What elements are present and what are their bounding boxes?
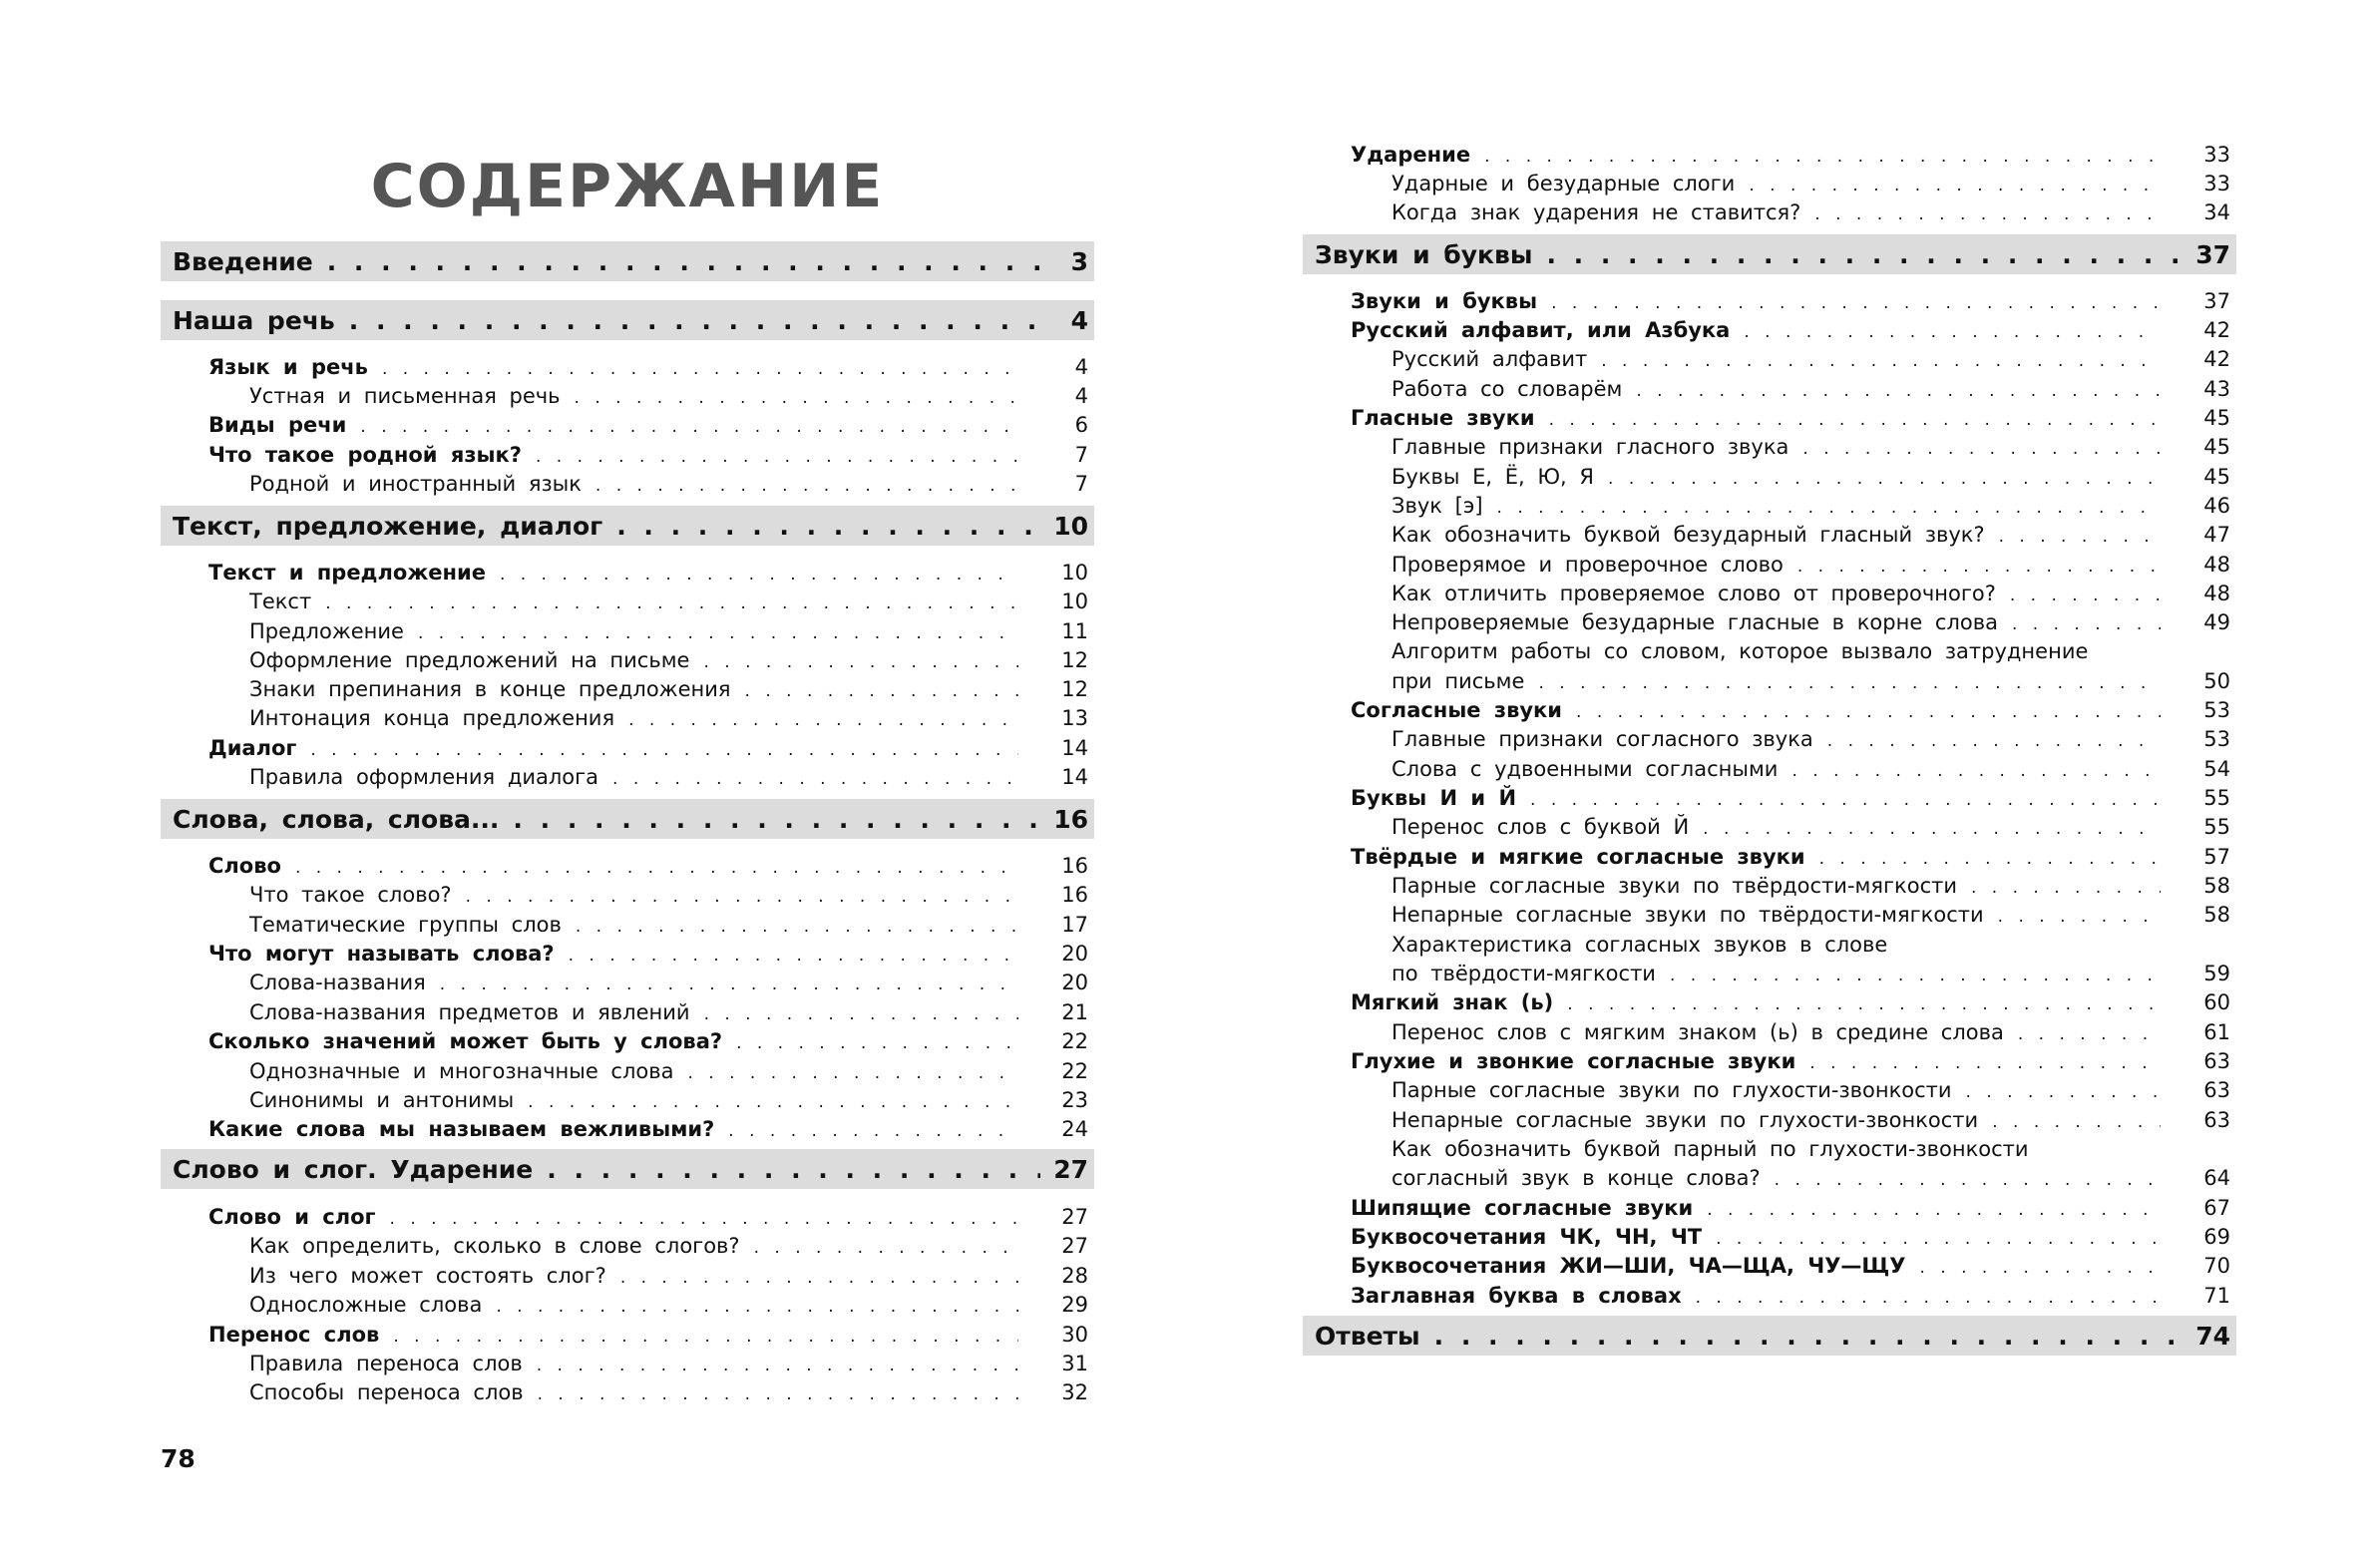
- toc-entry-page: 20: [1061, 941, 1088, 966]
- toc-entry-page: 4: [1074, 383, 1088, 408]
- toc-entry-page: 45: [2203, 405, 2230, 430]
- toc-entry-title: Звук [э]: [1391, 493, 1483, 518]
- toc-entry-page: 14: [1061, 735, 1088, 760]
- toc-entry-title: Главные признаки согласного звука: [1391, 726, 1813, 751]
- toc-sect-entry: [161, 854, 1094, 883]
- toc-dot-leader: [547, 1155, 1040, 1184]
- toc-dot-leader: [390, 1209, 1018, 1229]
- toc-entry-page: 28: [1061, 1263, 1088, 1288]
- toc-sub-entry: [1303, 962, 2236, 990]
- toc-dot-leader: [537, 1356, 1018, 1375]
- toc-chapter-entry: [161, 1149, 1094, 1189]
- toc-sect-entry: [161, 443, 1094, 472]
- toc-dot-leader: [536, 447, 1018, 467]
- toc-dot-leader: [1716, 1229, 2161, 1249]
- toc-sect-entry: [161, 1323, 1094, 1352]
- toc-sect-entry: [161, 942, 1094, 971]
- toc-entry-title: Какие слова мы называем вежливыми?: [208, 1116, 715, 1141]
- toc-entry-title: Слово и слог. Ударение: [173, 1154, 534, 1184]
- toc-dot-leader: [500, 565, 1018, 585]
- toc-entry-title: Перенос слов с буквой Й: [1391, 814, 1690, 839]
- toc-entry-page: 71: [2203, 1283, 2230, 1308]
- toc-dot-leader: [616, 512, 1040, 541]
- toc-sub-entry: [1303, 727, 2236, 756]
- toc-entry-title: Знаки препинания в конце предложения: [249, 676, 731, 701]
- toc-entry-title: Когда знак ударения не ставится?: [1391, 199, 1801, 224]
- toc-chapter-entry: [1303, 234, 2236, 274]
- toc-entry-title: Из чего может состоять слог?: [249, 1263, 606, 1288]
- toc-entry-page: 20: [1061, 970, 1088, 994]
- toc-dot-leader: [360, 417, 1018, 437]
- toc-sub-entry: [1303, 1020, 2236, 1049]
- toc-sub-entry: [161, 971, 1094, 999]
- toc-sect-entry: [161, 1029, 1094, 1058]
- toc-entry-page: 48: [2203, 552, 2230, 577]
- toc-entry-page: 37: [2195, 239, 2230, 269]
- toc-dot-leader: [1814, 204, 2161, 224]
- toc-entry-page: 42: [2203, 346, 2230, 371]
- toc-entry-title: Тематические группы слов: [249, 912, 562, 937]
- toc-entry-page: 55: [2203, 785, 2230, 810]
- toc-dot-leader: [1670, 966, 2161, 985]
- toc-sub-entry: [1303, 523, 2236, 552]
- toc-entry-title: по твёрдости-мягкости: [1391, 961, 1656, 985]
- toc-entry-page: 22: [1061, 1058, 1088, 1083]
- toc-entry-page: 16: [1061, 882, 1088, 907]
- toc-sect-entry: [1303, 318, 2236, 347]
- toc-sub-entry: [161, 1234, 1094, 1263]
- toc-sect-entry: [1303, 289, 2236, 318]
- toc-entry-page: 58: [2203, 873, 2230, 898]
- toc-entry-page: 60: [2203, 989, 2230, 1014]
- toc-entry-title: Способы переноса слов: [249, 1379, 524, 1404]
- toc-cont-entry: [1303, 1137, 2325, 1166]
- toc-entry-title: Проверямое и проверочное слово: [1391, 552, 1784, 577]
- toc-entry-title: Глухие и звонкие согласные звуки: [1351, 1048, 1796, 1073]
- toc-entry-title: Характеристика согласных звуков в слове: [1391, 932, 1888, 957]
- toc-entry-title: Виды речи: [208, 412, 347, 437]
- toc-dot-leader: [1567, 994, 2161, 1014]
- toc-entry-title: Работа со словарём: [1391, 376, 1623, 401]
- toc-sub-entry: [1303, 582, 2236, 610]
- toc-dot-leader: [1966, 1082, 2161, 1102]
- toc-entry-page: 10: [1053, 511, 1088, 541]
- toc-entry-page: 63: [2203, 1048, 2230, 1073]
- toc-sect-entry: [161, 1205, 1094, 1234]
- toc-entry-title: Русский алфавит: [1391, 346, 1588, 371]
- toc-dot-leader: [440, 975, 1018, 994]
- toc-entry-page: 63: [2203, 1107, 2230, 1132]
- toc-entry-page: 59: [2203, 961, 2230, 985]
- toc-sub-entry: [1303, 200, 2236, 229]
- toc-sub-entry: [1303, 465, 2236, 494]
- toc-sub-entry: [161, 1380, 1094, 1409]
- toc-entry-title: Слово: [208, 853, 281, 878]
- page-number: 78: [161, 1444, 196, 1473]
- toc-entry-page: 21: [1061, 999, 1088, 1024]
- toc-dot-leader: [745, 681, 1018, 701]
- toc-entry-page: 63: [2203, 1077, 2230, 1102]
- toc-entry-page: 42: [2203, 317, 2230, 342]
- toc-sect-entry: [1303, 990, 2236, 1019]
- toc-entry-title: Парные согласные звуки по глухости-звонкости: [1391, 1077, 1952, 1102]
- toc-dot-leader: [538, 1384, 1018, 1404]
- toc-dot-leader: [1530, 790, 2161, 810]
- toc-sub-entry: [161, 677, 1094, 706]
- toc-sect-entry: [1303, 1049, 2236, 1078]
- toc-dot-leader: [466, 887, 1018, 907]
- toc-dot-leader: [1707, 1200, 2161, 1220]
- toc-entry-title: Слова-названия предметов и явлений: [249, 999, 690, 1024]
- toc-entry-page: 7: [1074, 442, 1088, 467]
- toc-entry-title: Текст, предложение, диалог: [173, 511, 603, 541]
- toc-entry-title: Правила переноса слов: [249, 1351, 523, 1375]
- toc-entry-title: Как определить, сколько в слове слогов?: [249, 1233, 740, 1258]
- page-title: СОДЕРЖАНИЕ: [370, 152, 885, 221]
- toc-entry-title: Однозначные и многозначные слова: [249, 1058, 674, 1083]
- toc-sect-entry: [1303, 143, 2236, 172]
- toc-entry-title: Шипящие согласные звуки: [1351, 1195, 1694, 1220]
- toc-dot-leader: [595, 476, 1018, 496]
- toc-dot-leader: [528, 1092, 1018, 1112]
- toc-sub-entry: [161, 1264, 1094, 1293]
- toc-sub-entry: [161, 913, 1094, 942]
- toc-sub-entry: [1303, 347, 2236, 376]
- toc-entry-page: 10: [1061, 588, 1088, 613]
- toc-sub-entry: [161, 883, 1094, 912]
- toc-dot-leader: [1546, 240, 2182, 269]
- toc-entry-page: 48: [2203, 581, 2230, 605]
- toc-dot-leader: [496, 1297, 1018, 1317]
- toc-dot-leader: [569, 946, 1018, 966]
- toc-entry-page: 50: [2203, 668, 2230, 693]
- toc-entry-page: 4: [1070, 305, 1088, 335]
- toc-entry-page: 55: [2203, 814, 2230, 839]
- toc-chapter-entry: [161, 300, 1094, 340]
- toc-cont-entry: [1303, 933, 2325, 962]
- toc-sub-entry: [1303, 377, 2236, 406]
- toc-dot-leader: [576, 917, 1018, 937]
- toc-dot-leader: [1549, 410, 2161, 430]
- toc-dot-leader: [1696, 1288, 2161, 1308]
- toc-sect-entry: [161, 1117, 1094, 1146]
- toc-entry-page: 33: [2203, 171, 2230, 195]
- toc-sub-entry: [1303, 553, 2236, 582]
- toc-dot-leader: [1992, 1112, 2161, 1132]
- toc-entry-title: Введение: [173, 246, 313, 276]
- toc-entry-page: 45: [2203, 464, 2230, 489]
- toc-sub-entry: [161, 1000, 1094, 1029]
- toc-dot-leader: [704, 1004, 1018, 1024]
- toc-sub-entry: [1303, 669, 2236, 698]
- toc-entry-page: 49: [2203, 609, 2230, 634]
- toc-entry-page: 54: [2203, 756, 2230, 781]
- toc-entry-title: Перенос слов с мягким знаком (ь) в средине слова: [1391, 1019, 2004, 1044]
- toc-dot-leader: [393, 1327, 1018, 1347]
- toc-entry-title: Диалог: [208, 735, 297, 760]
- toc-dot-leader: [2012, 614, 2161, 634]
- toc-entry-page: 30: [1061, 1322, 1088, 1347]
- toc-entry-title: Интонация конца предложения: [249, 705, 615, 730]
- toc-sub-entry: [161, 384, 1094, 413]
- toc-entry-title: Буквы И и Й: [1351, 785, 1517, 810]
- toc-sect-entry: [1303, 698, 2236, 727]
- toc-entry-title: Родной и иностранный язык: [249, 471, 582, 496]
- toc-entry-page: 34: [2203, 199, 2230, 224]
- toc-entry-title: Оформление предложений на письме: [249, 647, 690, 672]
- toc-dot-leader: [1797, 557, 2161, 577]
- toc-entry-title: Звуки и буквы: [1315, 239, 1533, 269]
- toc-dot-leader: [1971, 878, 2161, 898]
- toc-entry-title: Предложение: [249, 618, 404, 643]
- toc-sect-entry: [1303, 1225, 2236, 1254]
- toc-dot-leader: [1819, 849, 2161, 869]
- toc-dot-leader: [1827, 731, 2161, 751]
- toc-entry-title: Алгоритм работы со словом, которое вызвало затруднение: [1391, 638, 2089, 663]
- toc-dot-leader: [1551, 293, 2161, 313]
- toc-entry-title: Текст и предложение: [208, 560, 486, 585]
- toc-entry-title: Буквосочетания ЧК, ЧН, ЧТ: [1351, 1224, 1703, 1249]
- toc-dot-leader: [1576, 702, 2161, 722]
- toc-sub-entry: [1303, 435, 2236, 464]
- toc-entry-page: 37: [2203, 288, 2230, 313]
- toc-entry-title: Твёрдые и мягкие согласные звуки: [1351, 844, 1805, 869]
- toc-entry-title: Правила оформления диалога: [249, 764, 599, 789]
- toc-sub-entry: [161, 1088, 1094, 1117]
- toc-dot-leader: [327, 247, 1040, 276]
- toc-entry-title: Синонимы и антонимы: [249, 1087, 515, 1112]
- toc-dot-leader: [575, 388, 1018, 408]
- toc-dot-leader: [418, 623, 1018, 643]
- toc-entry-title: Главные признаки гласного звука: [1391, 434, 1789, 459]
- toc-dot-leader: [1791, 761, 2161, 781]
- toc-sect-entry: [161, 736, 1094, 765]
- toc-entry-page: 57: [2203, 844, 2230, 869]
- toc-entry-page: 24: [1061, 1116, 1088, 1141]
- toc-dot-leader: [1919, 1258, 2161, 1278]
- toc-dot-leader: [687, 1063, 1018, 1083]
- toc-entry-page: 22: [1061, 1028, 1088, 1053]
- toc-entry-page: 61: [2203, 1019, 2230, 1044]
- toc-dot-leader: [349, 306, 1040, 335]
- toc-sub-entry: [161, 1059, 1094, 1088]
- toc-sub-entry: [161, 619, 1094, 648]
- toc-entry-page: 45: [2203, 434, 2230, 459]
- toc-entry-title: Мягкий знак (ь): [1351, 989, 1554, 1014]
- toc-entry-title: Перенос слов: [208, 1322, 380, 1347]
- toc-chapter-entry: [161, 799, 1094, 839]
- toc-entry-title: Как отличить проверяемое слово от проверочного?: [1391, 581, 1996, 605]
- toc-entry-page: 32: [1061, 1379, 1088, 1404]
- toc-dot-leader: [1636, 381, 2161, 401]
- toc-entry-page: 17: [1061, 912, 1088, 937]
- toc-entry-page: 64: [2203, 1165, 2230, 1190]
- toc-entry-page: 31: [1061, 1351, 1088, 1375]
- toc-entry-page: 47: [2203, 522, 2230, 547]
- toc-entry-page: 27: [1061, 1233, 1088, 1258]
- toc-entry-title: Односложные слова: [249, 1292, 483, 1317]
- toc-dot-leader: [325, 593, 1018, 613]
- toc-dot-leader: [1999, 527, 2161, 547]
- toc-entry-page: 29: [1061, 1292, 1088, 1317]
- toc-entry-title: Что такое родной язык?: [208, 442, 522, 467]
- toc-entry-page: 46: [2203, 493, 2230, 518]
- toc-entry-page: 70: [2203, 1253, 2230, 1278]
- toc-entry-page: 53: [2203, 697, 2230, 722]
- toc-entry-page: 58: [2203, 902, 2230, 927]
- toc-dot-leader: [1749, 176, 2161, 195]
- toc-dot-leader: [736, 1033, 1018, 1053]
- toc-sub-entry: [1303, 1078, 2236, 1107]
- toc-dot-leader: [1497, 498, 2161, 518]
- toc-sect-entry: [161, 413, 1094, 442]
- toc-entry-title: Как обозначить буквой парный по глухости-звонкости: [1391, 1136, 2029, 1161]
- toc-sub-entry: [1303, 874, 2236, 903]
- toc-dot-leader: [310, 740, 1018, 760]
- toc-entry-title: Наша речь: [173, 305, 335, 335]
- toc-entry-page: 67: [2203, 1195, 2230, 1220]
- toc-sub-entry: [1303, 172, 2236, 200]
- toc-dot-leader: [754, 1238, 1018, 1258]
- toc-entry-page: 12: [1061, 647, 1088, 672]
- toc-sect-entry: [161, 355, 1094, 384]
- toc-entry-title: Непроверяемые безударные гласные в корне слова: [1391, 609, 1998, 634]
- toc-dot-leader: [1809, 1053, 2161, 1073]
- toc-entry-title: Слова с удвоенными согласными: [1391, 756, 1779, 781]
- toc-sub-entry: [161, 589, 1094, 618]
- toc-dot-leader: [382, 359, 1018, 379]
- toc-dot-leader: [628, 710, 1018, 730]
- toc-sub-entry: [161, 648, 1094, 677]
- toc-dot-leader: [1601, 351, 2161, 371]
- toc-dot-leader: [295, 858, 1018, 878]
- toc-entry-title: Русский алфавит, или Азбука: [1351, 317, 1731, 342]
- toc-entry-title: Слова, слова, слова...: [173, 804, 500, 834]
- toc-dot-leader: [1434, 1322, 2182, 1351]
- toc-dot-leader: [1703, 819, 2161, 839]
- toc-entry-page: 16: [1061, 853, 1088, 878]
- toc-entry-page: 69: [2203, 1224, 2230, 1249]
- toc-entry-title: Непарные согласные звуки по глухости-звонкости: [1391, 1107, 1979, 1132]
- toc-entry-page: 11: [1061, 618, 1088, 643]
- toc-entry-page: 27: [1053, 1154, 1088, 1184]
- toc-entry-page: 7: [1074, 471, 1088, 496]
- toc-dot-leader: [2010, 585, 2161, 605]
- toc-sect-entry: [1303, 406, 2236, 435]
- toc-entry-page: 13: [1061, 705, 1088, 730]
- toc-dot-leader: [1802, 439, 2161, 459]
- toc-dot-leader: [1608, 469, 2161, 489]
- toc-sect-entry: [1303, 786, 2236, 815]
- toc-sect-entry: [1303, 1254, 2236, 1283]
- toc-dot-leader: [513, 805, 1040, 834]
- toc-sect-entry: [161, 561, 1094, 589]
- toc-entry-page: 74: [2195, 1321, 2230, 1351]
- toc-entry-page: 3: [1070, 246, 1088, 276]
- toc-entry-title: Что такое слово?: [249, 882, 452, 907]
- toc-chapter-entry: [161, 506, 1094, 546]
- toc-entry-title: Язык и речь: [208, 354, 368, 379]
- toc-sub-entry: [161, 1293, 1094, 1322]
- toc-entry-page: 33: [2203, 142, 2230, 167]
- toc-entry-title: Текст: [249, 588, 312, 613]
- toc-dot-leader: [2018, 1024, 2161, 1044]
- toc-dot-leader: [728, 1121, 1018, 1141]
- toc-dot-leader: [1744, 322, 2161, 342]
- toc-dot-leader: [1538, 673, 2161, 693]
- toc-entry-title: Слово и слог: [208, 1204, 376, 1229]
- toc-sect-entry: [1303, 1284, 2236, 1313]
- toc-entry-title: Буквосочетания ЖИ—ШИ, ЧА—ЩА, ЧУ—ЩУ: [1351, 1253, 1906, 1278]
- toc-cont-entry: [1303, 639, 2325, 668]
- toc-sect-entry: [1303, 845, 2236, 874]
- toc-dot-leader: [1775, 1170, 2161, 1190]
- toc-entry-title: Как обозначить буквой безударный гласный звук?: [1391, 522, 1985, 547]
- toc-sub-entry: [1303, 903, 2236, 932]
- toc-entry-title: Ударные и безударные слоги: [1391, 171, 1736, 195]
- toc-sub-entry: [1303, 610, 2236, 639]
- toc-sub-entry: [161, 1352, 1094, 1380]
- toc-sub-entry: [1303, 815, 2236, 844]
- toc-entry-title: Буквы Е, Ё, Ю, Я: [1391, 464, 1595, 489]
- toc-entry-title: Звуки и буквы: [1351, 288, 1538, 313]
- toc-entry-page: 14: [1061, 764, 1088, 789]
- toc-entry-page: 23: [1061, 1087, 1088, 1112]
- toc-entry-page: 12: [1061, 676, 1088, 701]
- toc-entry-title: Согласные звуки: [1351, 697, 1563, 722]
- toc-entry-title: Что могут называть слова?: [208, 941, 555, 966]
- toc-dot-leader: [1484, 147, 2161, 167]
- toc-entry-title: Непарные согласные звуки по твёрдости-мягкости: [1391, 902, 1984, 927]
- toc-entry-title: Парные согласные звуки по твёрдости-мягкости: [1391, 873, 1957, 898]
- toc-entry-title: Сколько значений может быть у слова?: [208, 1028, 723, 1053]
- toc-entry-page: 43: [2203, 376, 2230, 401]
- toc-dot-leader: [1998, 907, 2161, 927]
- toc-entry-title: при письме: [1391, 668, 1525, 693]
- toc-entry-title: Ответы: [1315, 1321, 1420, 1351]
- toc-dot-leader: [612, 769, 1018, 789]
- toc-entry-page: 53: [2203, 726, 2230, 751]
- toc-entry-page: 6: [1074, 412, 1088, 437]
- toc-sub-entry: [161, 765, 1094, 794]
- toc-sect-entry: [1303, 1196, 2236, 1225]
- toc-dot-leader: [703, 652, 1018, 672]
- toc-sub-entry: [1303, 757, 2236, 786]
- toc-sub-entry: [1303, 1108, 2236, 1137]
- toc-entry-page: 16: [1053, 804, 1088, 834]
- toc-chapter-entry: [1303, 1316, 2236, 1356]
- toc-entry-title: согласный звук в конце слова?: [1391, 1165, 1761, 1190]
- toc-dot-leader: [620, 1268, 1018, 1288]
- toc-chapter-entry: [161, 241, 1094, 281]
- toc-entry-title: Устная и письменная речь: [249, 383, 561, 408]
- toc-entry-title: Ударение: [1351, 142, 1471, 167]
- toc-sub-entry: [161, 706, 1094, 735]
- toc-entry-title: Слова-названия: [249, 970, 426, 994]
- toc-entry-title: Гласные звуки: [1351, 405, 1535, 430]
- toc-entry-page: 10: [1061, 560, 1088, 585]
- toc-entry-page: 4: [1074, 354, 1088, 379]
- toc-sub-entry: [1303, 1166, 2236, 1195]
- toc-entry-page: 27: [1061, 1204, 1088, 1229]
- toc-sub-entry: [1303, 494, 2236, 523]
- toc-sub-entry: [161, 472, 1094, 501]
- toc-entry-title: Заглавная буква в словах: [1351, 1283, 1682, 1308]
